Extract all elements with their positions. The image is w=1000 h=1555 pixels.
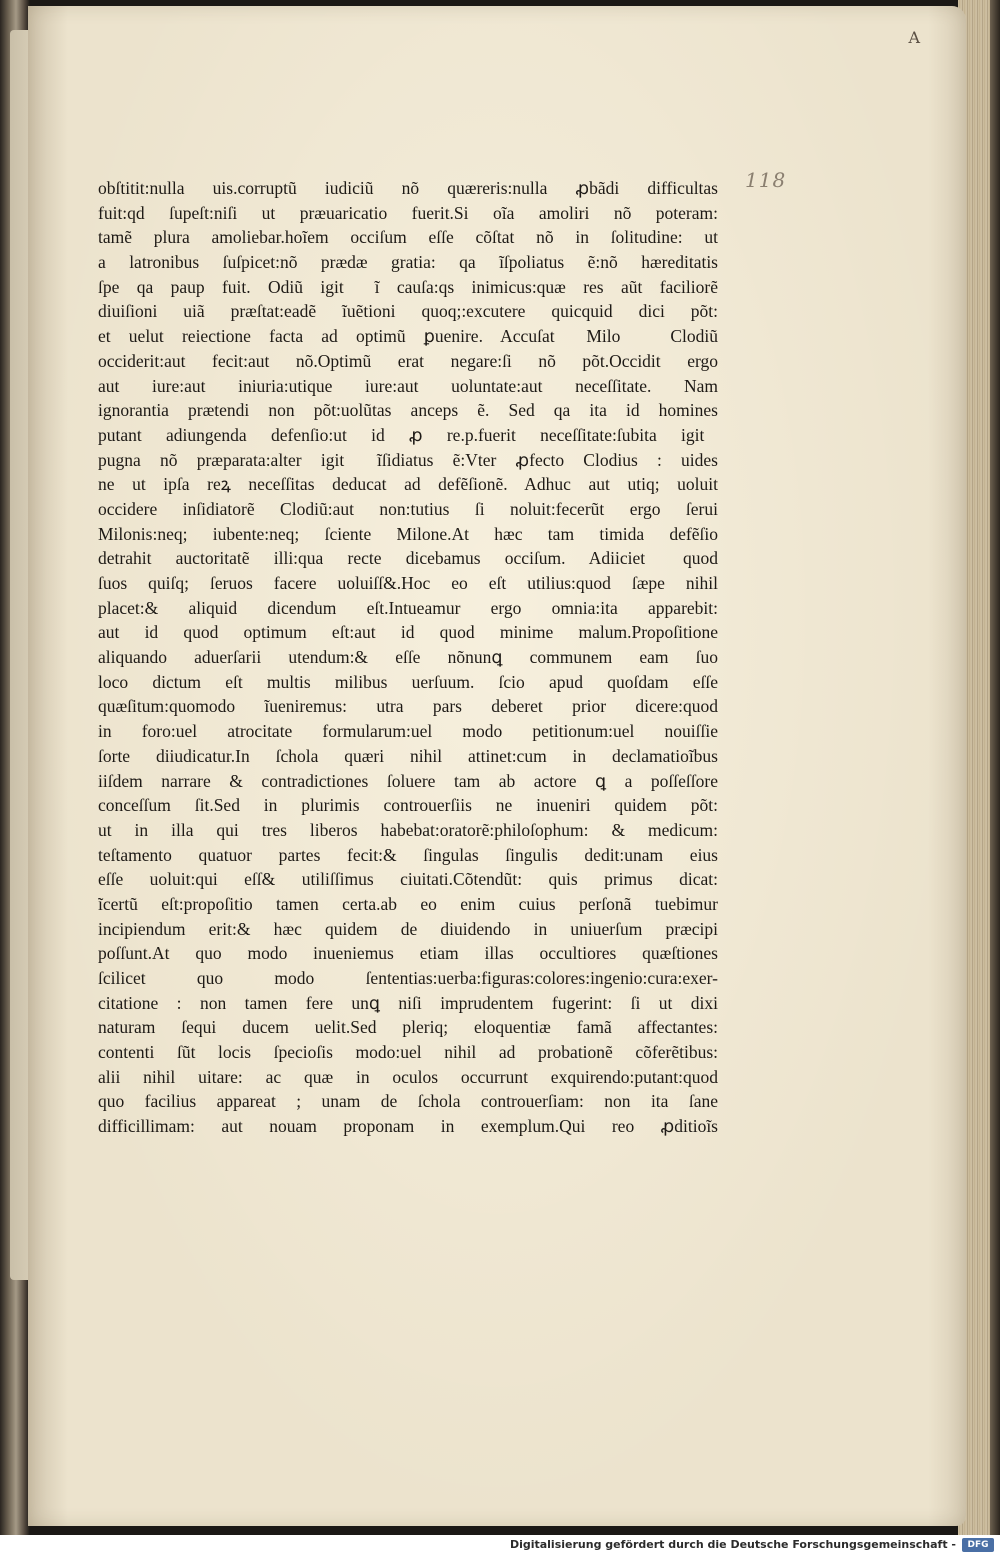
text-line: placet:& aliquid dicendum eſt.Intueamur ergo omnia:ita apparebit: bbox=[98, 597, 718, 618]
text-line: ignorantia prætendi non põt:uolũtas anceps ẽ. Sed qa ita id homines bbox=[98, 400, 718, 421]
text-line: detrahit auctoritatẽ illi:qua recte dicebamus occiſum. Adiicietᷣ quod bbox=[98, 548, 718, 569]
text-line: tamẽ plura amoliebar.hoĩem occiſum eſſe cõſtat nõ in ſolitudine: ut bbox=[98, 227, 718, 248]
text-line: difficillimam: aut nouam proponam in exemplum.Qui reo ꝓditioĩs bbox=[98, 1116, 718, 1137]
book-cover-edge bbox=[990, 0, 1000, 1535]
text-line: naturam ſequi ducem uelit.Sed pleriq; eloquentiæ famã affectantes: bbox=[98, 1017, 718, 1038]
footer-bar bbox=[0, 1535, 1000, 1555]
text-line: contenti ſũt locis ſpecioſis modo:uel nihil ad probationẽ cõferẽtibus: bbox=[98, 1042, 718, 1063]
funding-credit: Digitalisierung gefördert durch die Deutsche Forschungsgemeinschaft - bbox=[509, 1538, 956, 1551]
text-line: diuiſioni uiã præſtat:eadẽ ĩuẽtioni quoq;:excutere quicquid dici põt: bbox=[98, 301, 718, 322]
text-line: teſtamento quatuor partes fecit:& ſingulas ſingulis dedit:unam eius bbox=[98, 844, 718, 865]
text-line: quæſitum:quomodo ĩueniremus: utra pars deberet prior dicere:quod bbox=[98, 696, 718, 717]
text-line: aliquando aduerſarii utendum:& eſſe nõnunꝗ communem eam ſuo bbox=[98, 647, 718, 668]
text-line: ĩcertũ eſt:propoſitio tamen certa.ab eo enim cuius perſonã tuebimur bbox=[98, 893, 718, 914]
text-line: aut id quod optimum eſt:aut id quod minime malum.Propoſitione bbox=[98, 622, 718, 643]
text-line: ſcilicet quo modo ſententias:uerba:figuras:colores:ingenio:cura:exer- bbox=[98, 968, 718, 988]
text-line: fuit:qd ſupeſt:niſi ut præuaricatio fuerit.Si oĩa amoliri nõ poteram: bbox=[98, 202, 718, 223]
text-line: ne ut ipſa reꝝ neceſſitas deducat ad defẽſionẽ. Adhuc aut utiq; uoluit bbox=[98, 474, 718, 495]
text-line: Milonis:neq; iubente:neq; ſciente Milone.At hæc tam timida defẽſio bbox=[98, 523, 718, 544]
text-line: quo facilius appareat ; unam de ſchola controuerſiam: non ita ſane bbox=[98, 1091, 718, 1112]
text-line: eſſe uoluit:qui eſſ& utiliſſimus ciuitati.Cõtendũt: quis primus dicat: bbox=[98, 869, 718, 890]
text-line: in foro:uel atrocitate formularum:uel modo petitionum:uel nouiſſie bbox=[98, 721, 718, 742]
text-line: ut in illa qui tres liberos habebat:oratorẽ:philoſophum: & medicum: bbox=[98, 819, 718, 840]
text-line: citatione : non tamen fere unꝗ niſi imprudentem fugerint: ſi ut dixi bbox=[98, 992, 718, 1013]
text-line: conceſſum ſit.Sed in plurimis controuerſiis ne inueniri quidem põt: bbox=[98, 795, 718, 816]
text-line: loco dictum eſt multis milibus uerſuum. ſcio apud quoſdam eſſe bbox=[98, 671, 718, 692]
text-line: obſtitit:nulla uis.corruptũ iudiciũ nõ quæreris:nulla ꝓbãdi difficultas bbox=[98, 178, 718, 198]
corner-mark: A bbox=[908, 28, 920, 47]
text-line: occidere inſidiatorẽ Clodiũ:aut non:tutius ſi noluit:fecerũt ergo ſerui bbox=[98, 498, 718, 519]
text-block bbox=[98, 176, 718, 1139]
folio-number: 118 bbox=[745, 168, 787, 192]
text-line: alii nihil uitare: ac quæ in oculos occurrunt exquirendo:putant:quod bbox=[98, 1066, 718, 1087]
text-line: aut iure:aut iniuria:utique iure:aut uoluntate:aut neceſſitate. Nam bbox=[98, 375, 718, 396]
text-line: a latronibus ſuſpicet:nõ prædæ gratia: qa ĩſpoliatus ẽ:nõ hæreditatis bbox=[98, 252, 718, 273]
text-line: occiderit:aut fecit:aut nõ.Optimũ erat negare:ſi nõ põt.Occidit ergo bbox=[98, 350, 718, 371]
text-line: poſſunt.At quo modo inueniemus etiam illas occultiores quæſtiones bbox=[98, 943, 718, 964]
dfg-logo-icon: DFG bbox=[962, 1538, 994, 1552]
text-line: pugna nõ præparata:alter igitᷣ ĩſidiatus ẽ:Vter ꝓfecto Clodius : uides bbox=[98, 449, 718, 470]
text-line: incipiendum erit:& hæc quidem de diuidendo in uniuerſum præcipi bbox=[98, 918, 718, 939]
text-line: et uelut reiectione facta ad optimũ ꝑuenire. Accuſatᷣ Milo ꝙ Clodiũ bbox=[98, 326, 718, 347]
text-line: ſorte diiudicatur.In ſchola quæri nihil attinet:cum in declamatioĩbus bbox=[98, 745, 718, 766]
text-line: putant adiungenda defenſio:ut id ꝓ re.p.fuerit neceſſitate:ſubita igitᷣ bbox=[98, 424, 718, 445]
text-line: ſpe qa paup fuit. Odiũ igitᷣ ĩ cauſa:qs inimicus:quæ res aũt faciliorẽ bbox=[98, 276, 718, 297]
text-line: iiſdem narrare & contradictiones ſoluere tam ab actore ꝗ a poſſeſſore bbox=[98, 770, 718, 791]
text-line: ſuos quiſq; ſeruos facere uoluiſſ&.Hoc eo eſt utilius:quod ſæpe nihil bbox=[98, 573, 718, 593]
